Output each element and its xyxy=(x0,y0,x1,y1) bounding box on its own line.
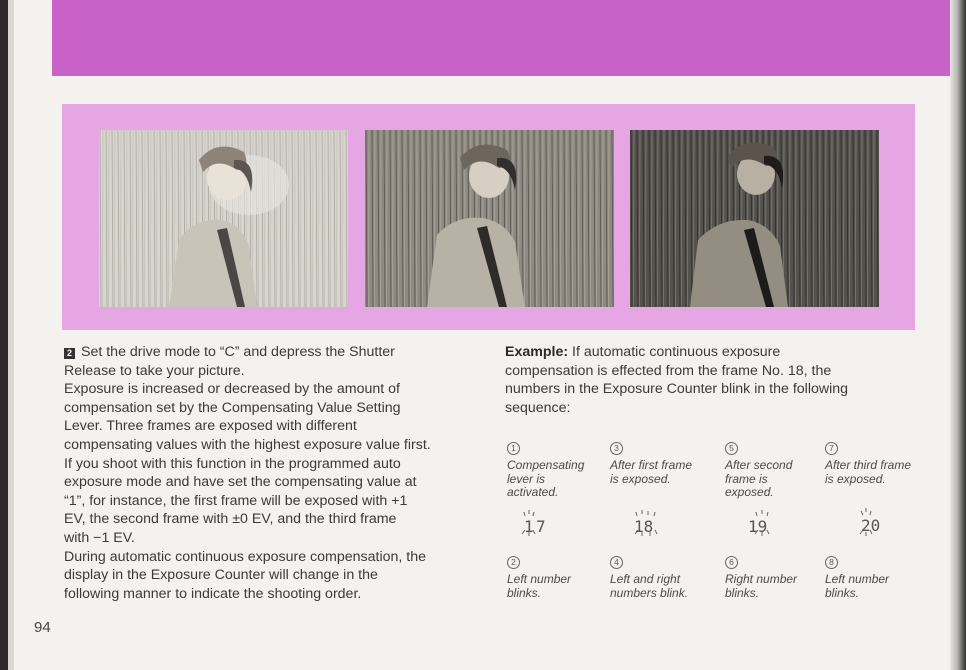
step-circle-number: 8 xyxy=(825,556,838,569)
step-line: compensation set by the Compensating Value Setting xyxy=(64,399,401,416)
sequence-step-2: 2 Left number blinks. xyxy=(507,557,572,600)
step-2-instructions xyxy=(64,343,474,603)
step-line: EV, the second frame with ±0 EV, and the third frame xyxy=(64,511,397,528)
step-circle-number: 6 xyxy=(725,556,738,569)
step-line: exposure mode and have set the compensating value at xyxy=(64,474,417,491)
svg-text:18: 18 xyxy=(634,517,654,536)
sequence-step-4: 4 Left and right numbers blink. xyxy=(610,557,689,600)
underexposed-photo xyxy=(630,130,879,307)
page-right-edge xyxy=(950,0,966,670)
step-line: During automatic continuous exposure compensation, the xyxy=(64,548,426,565)
step-circle-number: 3 xyxy=(610,442,623,455)
step-line: compensating values with the highest exposure value first. xyxy=(64,436,431,453)
step-circle-number: 7 xyxy=(825,442,838,455)
exposure-counter-display-19 xyxy=(740,508,784,547)
example-label: Example: xyxy=(505,344,569,360)
page-number: 94 xyxy=(34,619,51,636)
step-line: display in the Exposure Counter will change in the xyxy=(64,567,378,584)
svg-text:1: 1 xyxy=(524,517,534,536)
overexposed-photo xyxy=(99,130,348,307)
sequence-step-5: 5 After second frame is exposed. xyxy=(725,443,793,499)
svg-text:20: 20 xyxy=(861,516,881,535)
sequence-step-8: 8 Left number blinks. xyxy=(825,557,890,600)
step-line: with −1 EV. xyxy=(64,529,135,546)
normal-photo xyxy=(365,130,614,307)
sequence-step-3: 3 After first frame is exposed. xyxy=(610,443,693,486)
svg-text:19: 19 xyxy=(748,517,768,536)
exposure-counter-display-18 xyxy=(628,508,672,547)
page-binding-edge xyxy=(0,0,8,670)
step-circle-number: 1 xyxy=(507,442,520,455)
step-line: following manner to indicate the shooting order. xyxy=(64,585,362,602)
step-line: Exposure is increased or decreased by the amount of xyxy=(64,381,400,398)
svg-text:7: 7 xyxy=(536,517,546,536)
step-number-badge: 2 xyxy=(64,348,75,359)
step-line: 2 Set the drive mode to “C” and depress the Shutter xyxy=(64,343,474,362)
step-line: Lever. Three frames are exposed with different xyxy=(64,418,357,435)
page-gutter xyxy=(8,0,14,670)
step-line: If you shoot with this function in the programmed auto xyxy=(64,455,401,472)
exposure-counter-display-17 xyxy=(514,508,554,547)
exposure-counter-display-20 xyxy=(855,506,899,545)
step-line: “1”, for instance, the first frame will be exposed with +1 xyxy=(64,492,408,509)
step-line: Release to take your picture. xyxy=(64,362,245,379)
step-circle-number: 2 xyxy=(507,556,520,569)
header-color-band xyxy=(52,0,950,76)
sequence-step-6: 6 Right number blinks. xyxy=(725,557,798,600)
step-circle-number: 4 xyxy=(610,556,623,569)
example-paragraph: Example: If automatic continuous exposure compensation is effected from the frame No. 18, the numbers in the Exposure Counter blink in the following sequence: xyxy=(505,344,849,416)
sequence-step-7: 7 After third frame is exposed. xyxy=(825,443,912,486)
step-circle-number: 5 xyxy=(725,442,738,455)
sequence-step-1: 1 Compensating lever is activated. xyxy=(507,443,585,499)
